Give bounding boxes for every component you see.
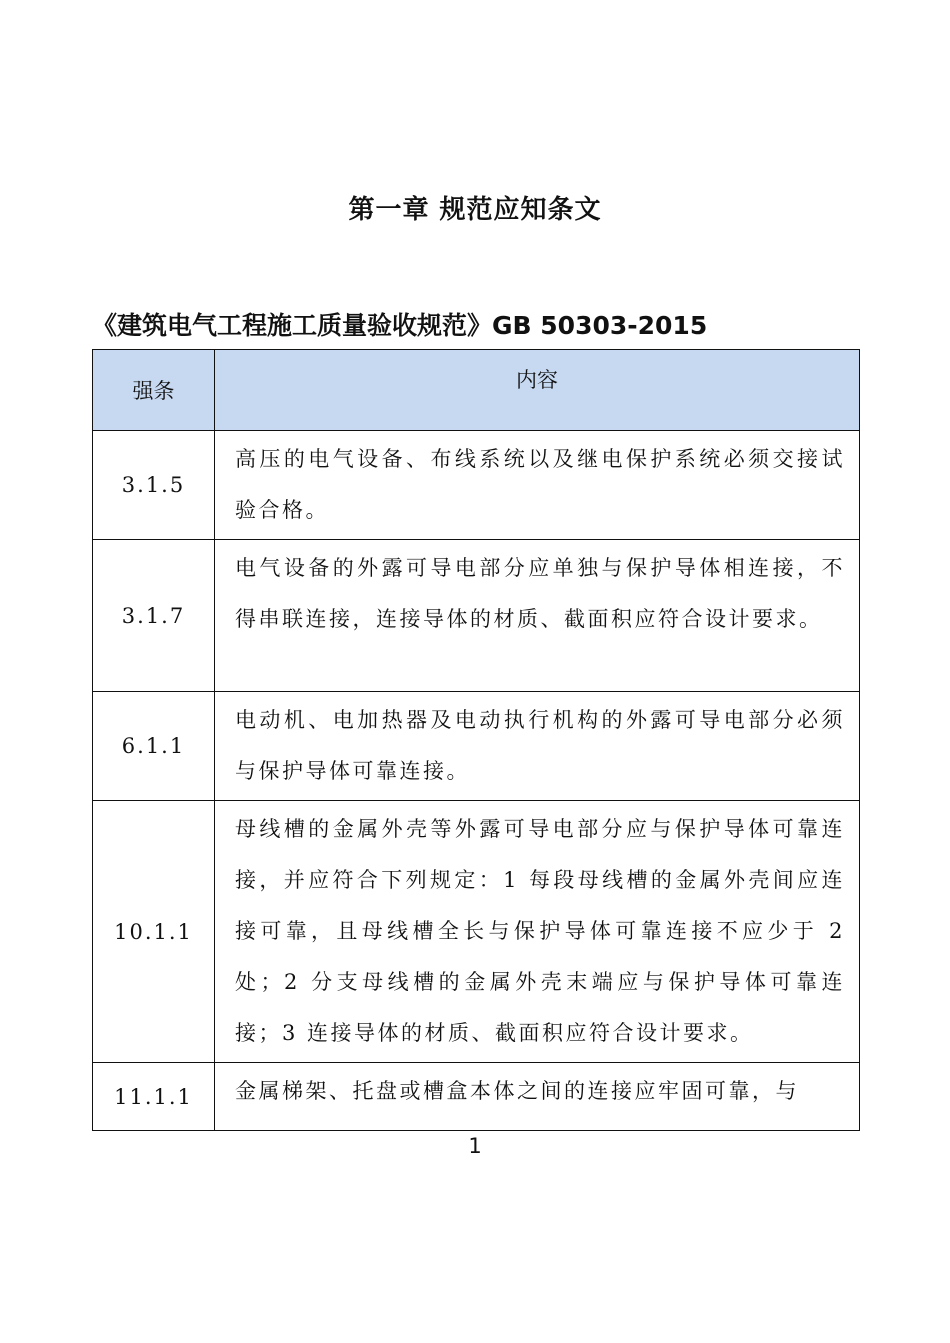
clause-content: 电气设备的外露可导电部分应单独与保护导体相连接，不得串联连接，连接导体的材质、截面积应符合设计要求。 [215, 540, 860, 692]
clause-content: 电动机、电加热器及电动执行机构的外露可导电部分必须与保护导体可靠连接。 [215, 692, 860, 801]
clause-number: 6.1.1 [93, 692, 215, 801]
table-row [93, 801, 860, 1063]
clause-number: 11.1.1 [93, 1063, 215, 1131]
clause-content: 母线槽的金属外壳等外露可导电部分应与保护导体可靠连接，并应符合下列规定：1 每段母线槽的金属外壳间应连接可靠，且母线槽全长与保护导体可靠连接不应少于 2 处；2 分支母线槽的金属外壳末端应与保护导体可靠连接；3 连接导体的材质、截面积应符合设计要求。 [215, 801, 860, 1063]
clause-number: 10.1.1 [93, 801, 215, 1063]
table-row [93, 540, 860, 692]
clause-number: 3.1.5 [93, 431, 215, 540]
header-clause: 强条 [93, 350, 215, 431]
page-number: 1 [468, 1134, 482, 1158]
chapter-title: 第一章 规范应知条文 [348, 195, 602, 225]
document-title: 《建筑电气工程施工质量验收规范》GB 50303-2015 [92, 311, 708, 340]
clause-content: 高压的电气设备、布线系统以及继电保护系统必须交接试验合格。 [215, 431, 860, 540]
table-row [93, 431, 860, 540]
header-content: 内容 [215, 350, 860, 431]
table-row [93, 1063, 860, 1131]
clause-number: 3.1.7 [93, 540, 215, 692]
clause-content: 金属梯架、托盘或槽盒本体之间的连接应牢固可靠，与 [215, 1063, 860, 1131]
table-header-row [93, 350, 860, 431]
table-row [93, 692, 860, 801]
clauses-table [92, 349, 860, 1131]
